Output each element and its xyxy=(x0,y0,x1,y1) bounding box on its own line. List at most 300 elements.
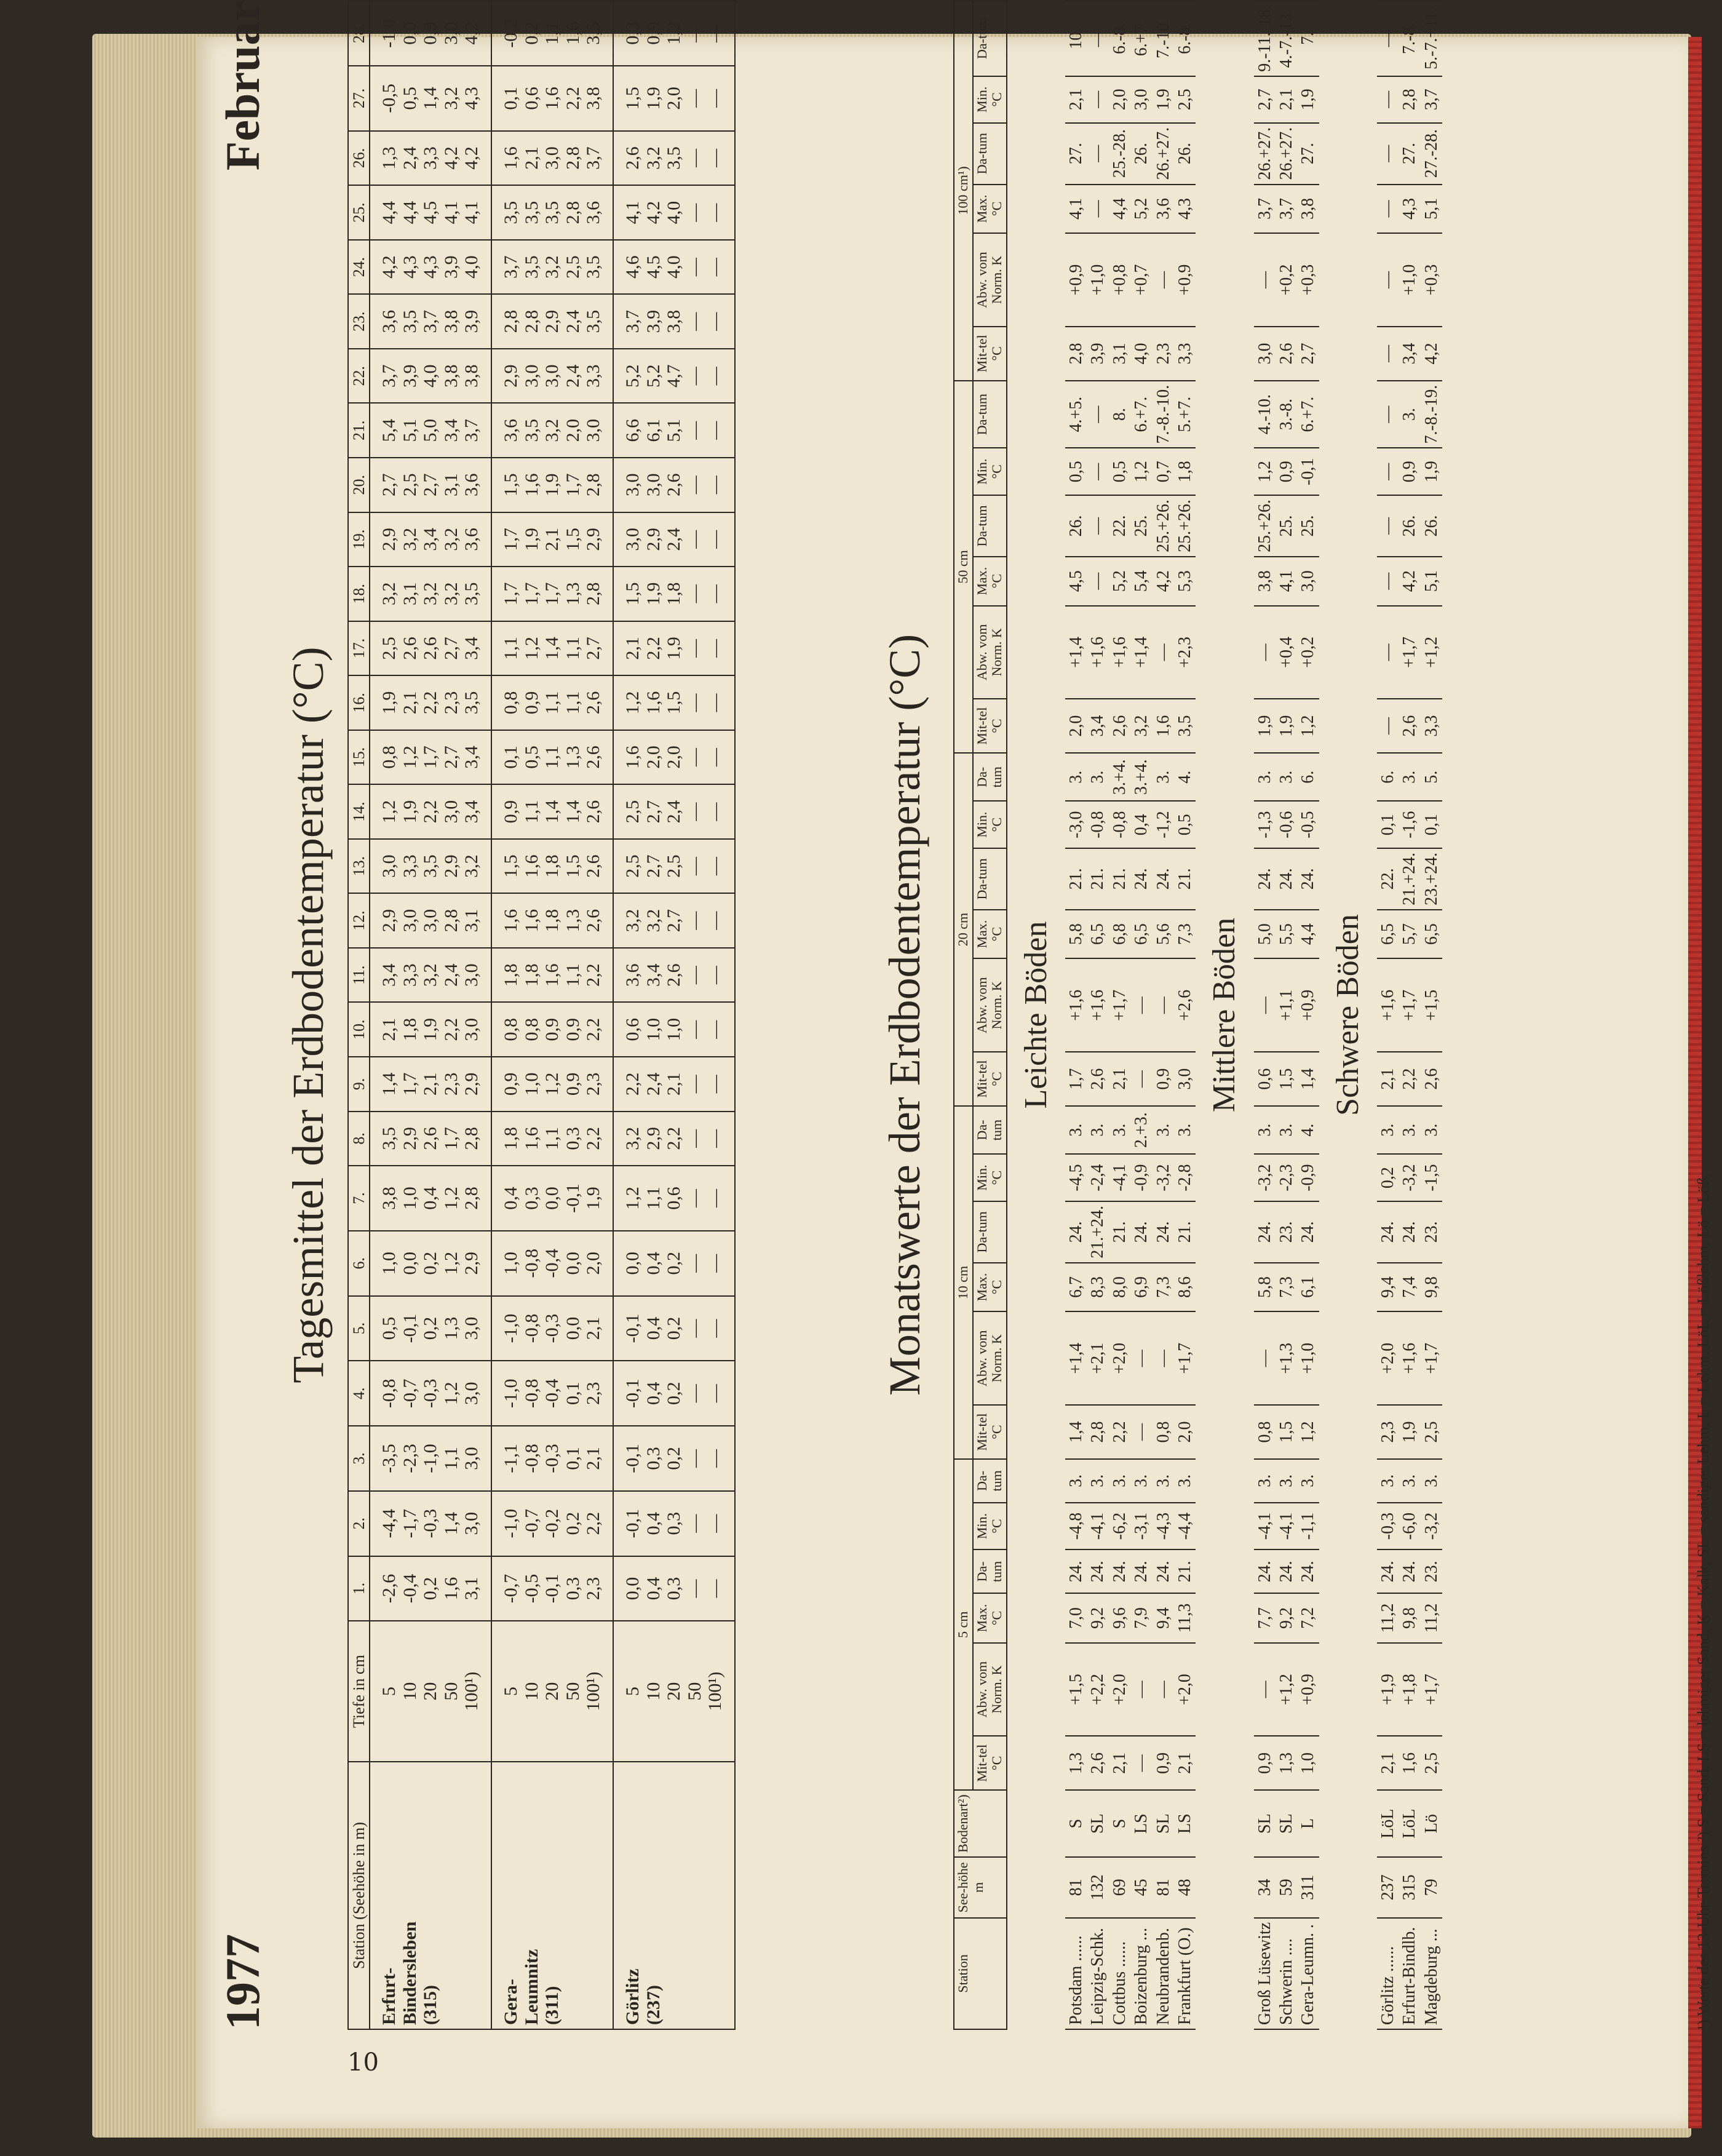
sub-header-2: Max. °C xyxy=(973,1263,1007,1312)
monthly-value-20: 5,2 xyxy=(1109,557,1130,606)
monthly-value-26: — xyxy=(1377,185,1399,234)
monthly-value-15: 24. xyxy=(1276,848,1297,910)
monthly-value-22: 0,9 xyxy=(1399,448,1420,495)
monthly-value-7: — xyxy=(1254,1311,1276,1405)
station-height: 48 xyxy=(1174,1857,1196,1918)
monthly-value-15: 24. xyxy=(1153,848,1174,910)
monthly-value-27: 26.+27. xyxy=(1276,123,1297,185)
monthly-value-5: 3. xyxy=(1109,1459,1130,1503)
monthly-value-21: 22. xyxy=(1109,495,1130,557)
monthly-value-18: 2,6 xyxy=(1109,699,1130,753)
sub-header-3: Da-tum xyxy=(973,495,1007,557)
monthly-value-1: +1,9 xyxy=(1377,1643,1399,1736)
monthly-value-3: 23. xyxy=(1421,1549,1442,1593)
daily-header-20: 19. xyxy=(348,512,370,567)
monthly-value-7: +1,3 xyxy=(1276,1311,1297,1405)
monthly-value-27: 26. xyxy=(1174,123,1196,185)
monthly-value-23: 4.-10. xyxy=(1254,381,1276,448)
monthly-value-4: -6,0 xyxy=(1399,1503,1420,1550)
daily-header-23: 22. xyxy=(348,349,370,404)
day-values-19: 2,9 3,2 3,4 3,2 3,6 xyxy=(370,512,491,567)
monthly-value-3: 24. xyxy=(1254,1549,1276,1593)
day-values-14: 0,9 1,1 1,4 1,4 2,6 xyxy=(491,784,613,839)
monthly-value-29: 10. xyxy=(1065,1,1087,76)
day-values-7: 3,8 1,0 0,4 1,2 2,8 xyxy=(370,1166,491,1231)
soil-type: SL xyxy=(1254,1790,1276,1857)
monthly-value-26: 3,8 xyxy=(1297,185,1319,234)
monthly-value-8: 6,9 xyxy=(1130,1263,1152,1312)
monthly-value-18: 3,3 xyxy=(1421,699,1442,753)
monthly-value-9: 24. xyxy=(1254,1201,1276,1263)
day-values-18: 3,2 3,1 3,2 3,2 3,5 xyxy=(370,567,491,621)
monthly-value-13: +1,7 xyxy=(1109,958,1130,1052)
monthly-value-20: 4,1 xyxy=(1276,557,1297,606)
monthly-value-7: +1,0 xyxy=(1297,1311,1319,1405)
station-height: 79 xyxy=(1421,1857,1442,1918)
monthly-station-row xyxy=(1087,1,1108,2029)
soil-section-title-row xyxy=(1196,1,1253,2029)
monthly-value-13: +1,6 xyxy=(1065,958,1087,1052)
sub-header-1: Abw. vom Norm. K xyxy=(973,606,1007,699)
monthly-value-1: +1,5 xyxy=(1065,1643,1087,1736)
monthly-value-5: 3. xyxy=(1153,1459,1174,1503)
monthly-value-28: 2,8 xyxy=(1399,76,1420,123)
day-values-14: 1,2 1,9 2,2 3,0 3,4 xyxy=(370,784,491,839)
monthly-value-7: — xyxy=(1153,1311,1174,1405)
monthly-value-28: 2,1 xyxy=(1065,76,1087,123)
monthly-value-12: 1,7 xyxy=(1065,1052,1087,1106)
day-values-16: 1,9 2,1 2,2 2,3 3,5 xyxy=(370,675,491,730)
monthly-value-10: -4,5 xyxy=(1065,1154,1087,1201)
monthly-value-2: 9,2 xyxy=(1087,1593,1108,1642)
day-values-13: 1,5 1,6 1,8 1,5 2,6 xyxy=(491,839,613,894)
monthly-value-0: — xyxy=(1130,1736,1152,1790)
station-name: Gera- Leumnitz (311) xyxy=(491,1762,613,2029)
monthly-value-6: 2,0 xyxy=(1174,1405,1196,1459)
station-name: Potsdam ...... xyxy=(1065,1918,1087,2029)
sub-header-4: Min. °C xyxy=(973,801,1007,848)
day-values-11: 3,4 3,3 3,2 2,4 3,0 xyxy=(370,948,491,1003)
station-height: 59 xyxy=(1276,1857,1297,1918)
monthly-station-row xyxy=(1377,1,1399,2029)
day-values-3: -1,1 -0,8 -0,3 0,1 2,1 xyxy=(491,1426,613,1491)
monthly-value-17: 3. xyxy=(1065,753,1087,801)
day-values-8: 1,8 1,6 1,1 0,3 2,2 xyxy=(491,1112,613,1166)
monthly-value-19: — xyxy=(1153,606,1174,699)
monthly-value-29: 7.-10. xyxy=(1153,1,1174,76)
monthly-value-7: +2,0 xyxy=(1109,1311,1130,1405)
monthly-value-13: — xyxy=(1153,958,1174,1052)
sub-header-4: Min. °C xyxy=(973,1154,1007,1201)
monthly-station-row xyxy=(1065,1,1087,2029)
daily-header-22: 21. xyxy=(348,403,370,458)
day-values-5: 0,5 -0,1 0,2 1,3 3,0 xyxy=(370,1296,491,1361)
monthly-value-22: 1,9 xyxy=(1421,448,1442,495)
soil-type: L xyxy=(1297,1790,1319,1857)
monthly-value-13: +0,9 xyxy=(1297,958,1319,1052)
day-values-9: 0,9 1,0 1,2 0,9 2,3 xyxy=(491,1057,613,1112)
day-values-20: 3,0 3,0 2,6 — — xyxy=(613,458,735,512)
day-values-19: 1,7 1,9 2,1 1,5 2,9 xyxy=(491,512,613,567)
day-values-12: 3,2 3,2 2,7 — — xyxy=(613,893,735,948)
day-values-25: 3,5 3,5 3,5 2,8 3,6 xyxy=(491,185,613,240)
monthly-station-row xyxy=(1153,1,1174,2029)
monthly-station-row xyxy=(1109,1,1130,2029)
monthly-value-18: 2,0 xyxy=(1065,699,1087,753)
monthly-value-18: 1,2 xyxy=(1297,699,1319,753)
monthly-value-14: 7,3 xyxy=(1174,910,1196,959)
monthly-value-13: +1,7 xyxy=(1399,958,1420,1052)
depth-group-4: 100 cm¹) xyxy=(954,1,973,381)
monthly-value-1: — xyxy=(1153,1643,1174,1736)
depth-group-3: 50 cm xyxy=(954,381,973,753)
monthly-value-8: 7,3 xyxy=(1153,1263,1174,1312)
monthly-value-22: 0,7 xyxy=(1153,448,1174,495)
soil-type: S xyxy=(1109,1790,1130,1857)
monthly-value-2: 7,2 xyxy=(1297,1593,1319,1642)
station-name: Boizenburg ... xyxy=(1130,1918,1152,2029)
monthly-value-0: 1,3 xyxy=(1065,1736,1087,1790)
daily-station-row xyxy=(370,1,491,2029)
monthly-value-25: +0,8 xyxy=(1109,233,1130,327)
monthly-value-27: 26.+27. xyxy=(1254,123,1276,185)
sub-header-4: Min. °C xyxy=(973,1503,1007,1550)
sub-header-5: Da-tum xyxy=(973,753,1007,801)
monthly-value-25: — xyxy=(1153,233,1174,327)
daily-header-1: Tiefe in cm xyxy=(348,1621,370,1762)
day-values-28: -0,2 0,2 1,1 1,6 3,5 xyxy=(491,1,613,66)
monthly-value-0: 1,3 xyxy=(1276,1736,1297,1790)
monthly-value-28: 3,7 xyxy=(1421,76,1442,123)
monthly-value-27: 27. xyxy=(1065,123,1087,185)
monthly-value-1: +1,7 xyxy=(1421,1643,1442,1736)
day-values-2: -0,1 0,4 0,3 — — xyxy=(613,1491,735,1556)
day-values-23: 3,7 3,9 3,8 — — xyxy=(613,294,735,349)
station-name: Erfurt- Bindersleben (315) xyxy=(370,1762,491,2029)
monthly-value-15: 21. xyxy=(1109,848,1130,910)
day-values-21: 5,4 5,1 5,0 3,4 3,7 xyxy=(370,403,491,458)
monthly-value-22: — xyxy=(1377,448,1399,495)
monthly-station-row xyxy=(1276,1,1297,2029)
monthly-value-26: 4,3 xyxy=(1399,185,1420,234)
monthly-value-1: +2,0 xyxy=(1174,1643,1196,1736)
monthly-value-16: -1,6 xyxy=(1399,801,1420,848)
monthly-value-15: 24. xyxy=(1297,848,1319,910)
day-values-16: 0,8 0,9 1,1 1,1 2,6 xyxy=(491,675,613,730)
monthly-value-17: 3. xyxy=(1087,753,1108,801)
soil-type: LS xyxy=(1174,1790,1196,1857)
day-values-19: 3,0 2,9 2,4 — — xyxy=(613,512,735,567)
monthly-value-6: 1,4 xyxy=(1065,1405,1087,1459)
monthly-value-29: — xyxy=(1087,1,1108,76)
monthly-value-5: 3. xyxy=(1254,1459,1276,1503)
monthly-value-15: 22. xyxy=(1377,848,1399,910)
monthly-value-24: 4,0 xyxy=(1130,327,1152,381)
sub-header-5: Da-tum xyxy=(973,1,1007,76)
daily-header-0: Station (Seehöhe in m) xyxy=(348,1762,370,2029)
monthly-value-6: — xyxy=(1130,1405,1152,1459)
monthly-value-12: — xyxy=(1130,1052,1152,1106)
monthly-table-header-columns xyxy=(973,1,1007,2029)
monthly-value-20: 5,4 xyxy=(1130,557,1152,606)
monthly-value-1: — xyxy=(1130,1643,1152,1736)
monthly-value-3: 24. xyxy=(1153,1549,1174,1593)
monthly-value-2: 9,2 xyxy=(1276,1593,1297,1642)
monthly-station-row xyxy=(1421,1,1442,2029)
day-values-17: 1,1 1,2 1,4 1,1 2,7 xyxy=(491,621,613,676)
soil-section-title: Leichte Böden xyxy=(1018,921,1053,1109)
monthly-value-4: -3,1 xyxy=(1130,1503,1152,1550)
monthly-value-23: — xyxy=(1377,381,1399,448)
station-height: 315 xyxy=(1399,1857,1420,1918)
day-values-9: 1,4 1,7 2,1 2,3 2,9 xyxy=(370,1057,491,1112)
monthly-value-4: -1,1 xyxy=(1297,1503,1319,1550)
soil-type: LöL xyxy=(1377,1790,1399,1857)
monthly-value-0: 2,6 xyxy=(1087,1736,1108,1790)
monthly-value-21: 26. xyxy=(1421,495,1442,557)
monthly-header-station: Station xyxy=(954,1918,1007,2029)
monthly-value-20: 4,5 xyxy=(1065,557,1087,606)
monthly-value-0: 2,1 xyxy=(1174,1736,1196,1790)
monthly-value-19: +1,4 xyxy=(1065,606,1087,699)
monthly-value-29: 6.-8. xyxy=(1109,1,1130,76)
daily-header-27: 26. xyxy=(348,131,370,186)
monthly-value-24: 4,2 xyxy=(1421,327,1442,381)
day-values-28: 0,3 0,9 1,2 — — xyxy=(613,1,735,66)
monthly-value-10: -2,3 xyxy=(1276,1154,1297,1201)
monthly-value-16: -0,5 xyxy=(1297,801,1319,848)
daily-header-29: 28. xyxy=(348,1,370,66)
monthly-value-26: 4,3 xyxy=(1174,185,1196,234)
day-values-18: 1,5 1,9 1,8 — — xyxy=(613,567,735,621)
monthly-value-12: 0,6 xyxy=(1254,1052,1276,1106)
monthly-value-3: 24. xyxy=(1087,1549,1108,1593)
monthly-value-8: 8,3 xyxy=(1087,1263,1108,1312)
monthly-value-18: 1,9 xyxy=(1254,699,1276,753)
day-values-27: 0,1 0,6 1,6 2,2 3,8 xyxy=(491,66,613,131)
monthly-value-22: 0,5 xyxy=(1109,448,1130,495)
monthly-value-25: +0,9 xyxy=(1174,233,1196,327)
monthly-value-11: 3. xyxy=(1377,1106,1399,1154)
daily-header-12: 11. xyxy=(348,948,370,1003)
day-values-16: 1,2 1,6 1,5 — — xyxy=(613,675,735,730)
station-name: Görlitz ...... xyxy=(1377,1918,1399,2029)
monthly-value-29: 4.-7.-13. xyxy=(1276,1,1297,76)
monthly-value-2: 9,6 xyxy=(1109,1593,1130,1642)
monthly-value-24: 3,3 xyxy=(1174,327,1196,381)
day-values-5: -1,0 -0,8 -0,3 0,0 2,1 xyxy=(491,1296,613,1361)
monthly-value-19: +1,6 xyxy=(1109,606,1130,699)
day-values-20: 1,5 1,6 1,9 1,7 2,8 xyxy=(491,458,613,512)
monthly-value-26: 4,1 xyxy=(1065,185,1087,234)
sub-header-0: Mit-tel °C xyxy=(973,327,1007,381)
station-height: 237 xyxy=(1377,1857,1399,1918)
monthly-value-17: 3. xyxy=(1276,753,1297,801)
daily-header-7: 6. xyxy=(348,1231,370,1296)
monthly-value-24: 3,9 xyxy=(1087,327,1108,381)
day-values-26: 1,3 2,4 3,3 4,2 4,2 xyxy=(370,131,491,186)
monthly-value-26: 5,1 xyxy=(1421,185,1442,234)
monthly-value-6: 1,2 xyxy=(1297,1405,1319,1459)
monthly-value-16: -1,3 xyxy=(1254,801,1276,848)
monthly-value-12: 2,1 xyxy=(1377,1052,1399,1106)
daily-header-9: 8. xyxy=(348,1112,370,1166)
year-label: 1977 xyxy=(216,1934,269,2030)
monthly-value-5: 3. xyxy=(1421,1459,1442,1503)
monthly-value-1: — xyxy=(1254,1643,1276,1736)
monthly-value-9: 24. xyxy=(1153,1201,1174,1263)
monthly-value-26: 4,4 xyxy=(1109,185,1130,234)
monthly-value-16: -1,2 xyxy=(1153,801,1174,848)
daily-station-row xyxy=(491,1,613,2029)
monthly-value-15: 21. xyxy=(1065,848,1087,910)
monthly-value-12: 2,2 xyxy=(1399,1052,1420,1106)
monthly-table-header-depths xyxy=(954,1,973,2029)
monthly-value-22: 0,9 xyxy=(1276,448,1297,495)
daily-header-19: 18. xyxy=(348,567,370,621)
monthly-value-11: 3. xyxy=(1087,1106,1108,1154)
monthly-value-17: 3. xyxy=(1153,753,1174,801)
monthly-value-28: 3,0 xyxy=(1130,76,1152,123)
monthly-value-12: 1,5 xyxy=(1276,1052,1297,1106)
sub-header-0: Mit-tel °C xyxy=(973,1052,1007,1106)
monthly-value-9: 24. xyxy=(1130,1201,1152,1263)
monthly-value-14: 6,5 xyxy=(1421,910,1442,959)
monthly-value-10: -0,9 xyxy=(1130,1154,1152,1201)
monthly-value-20: 4,2 xyxy=(1399,557,1420,606)
monthly-value-29: 5.-7.+11. xyxy=(1421,1,1442,76)
depth-group-1: 10 cm xyxy=(954,1106,973,1459)
sub-header-2: Max. °C xyxy=(973,910,1007,959)
monthly-value-27: 27. xyxy=(1399,123,1420,185)
monthly-value-8: 7,3 xyxy=(1276,1263,1297,1312)
day-values-27: -0,5 0,5 1,4 3,2 4,3 xyxy=(370,66,491,131)
monthly-value-2: 9,8 xyxy=(1399,1593,1420,1642)
monthly-value-22: -0,1 xyxy=(1297,448,1319,495)
day-values-10: 0,8 0,8 0,9 0,9 2,2 xyxy=(491,1002,613,1057)
monthly-value-19: — xyxy=(1254,606,1276,699)
monthly-value-8: 5,8 xyxy=(1254,1263,1276,1312)
monthly-value-21: — xyxy=(1087,495,1108,557)
monthly-value-5: 3. xyxy=(1297,1459,1319,1503)
monthly-value-13: +1,6 xyxy=(1377,958,1399,1052)
monthly-value-8: 7,4 xyxy=(1399,1263,1420,1312)
monthly-value-4: -0,3 xyxy=(1377,1503,1399,1550)
station-name: Magdeburg ... xyxy=(1421,1918,1442,2029)
monthly-value-22: 1,2 xyxy=(1130,448,1152,495)
monthly-value-21: 25. xyxy=(1130,495,1152,557)
monthly-value-0: 1,0 xyxy=(1297,1736,1319,1790)
monthly-value-10: -0,9 xyxy=(1297,1154,1319,1201)
monthly-value-3: 24. xyxy=(1109,1549,1130,1593)
monthly-value-17: 5. xyxy=(1421,753,1442,801)
monthly-value-9: 24. xyxy=(1399,1201,1420,1263)
day-values-1: -2,6 -0,4 0,2 1,6 3,1 xyxy=(370,1556,491,1621)
day-values-11: 1,8 1,8 1,6 1,1 2,2 xyxy=(491,948,613,1003)
monthly-value-23: 6.+7. xyxy=(1130,381,1152,448)
soil-type: LS xyxy=(1130,1790,1152,1857)
monthly-value-3: 21. xyxy=(1174,1549,1196,1593)
monthly-value-29: 7.-8. xyxy=(1399,1,1420,76)
day-values-13: 2,5 2,7 2,5 — — xyxy=(613,839,735,894)
monthly-value-20: 5,1 xyxy=(1421,557,1442,606)
monthly-value-24: — xyxy=(1377,327,1399,381)
soil-type: SL xyxy=(1276,1790,1297,1857)
station-name: Gera-Leumn. . xyxy=(1297,1918,1319,2029)
monthly-value-15: 21. xyxy=(1174,848,1196,910)
monthly-value-7: +1,7 xyxy=(1421,1311,1442,1405)
monthly-value-23: 8. xyxy=(1109,381,1130,448)
day-values-7: 0,4 0,3 0,0 -0,1 1,9 xyxy=(491,1166,613,1231)
monthly-value-13: +1,6 xyxy=(1087,958,1108,1052)
monthly-value-7: +2,0 xyxy=(1377,1311,1399,1405)
monthly-value-21: — xyxy=(1377,495,1399,557)
sub-header-3: Da-tum xyxy=(973,848,1007,910)
day-values-17: 2,1 2,2 1,9 — — xyxy=(613,621,735,676)
daily-table-title: Tagesmittel der Erdbodentemperatur (°C) xyxy=(284,646,333,1383)
page-number: 10 xyxy=(347,2048,379,2077)
daily-header-6: 5. xyxy=(348,1296,370,1361)
day-values-10: 0,6 1,0 1,0 — — xyxy=(613,1002,735,1057)
monthly-value-4: -4,3 xyxy=(1153,1503,1174,1550)
station-name: Groß Lüsewitz xyxy=(1254,1918,1276,2029)
monthly-value-17: 4. xyxy=(1174,753,1196,801)
daily-header-10: 9. xyxy=(348,1057,370,1112)
monthly-value-27: — xyxy=(1087,123,1108,185)
monthly-value-0: 2,1 xyxy=(1109,1736,1130,1790)
monthly-value-14: 4,4 xyxy=(1297,910,1319,959)
monthly-value-21: 26. xyxy=(1065,495,1087,557)
monthly-value-0: 0,9 xyxy=(1254,1736,1276,1790)
monthly-value-20: — xyxy=(1087,557,1108,606)
monthly-value-20: 3,0 xyxy=(1297,557,1319,606)
day-values-5: -0,1 0,4 0,2 — — xyxy=(613,1296,735,1361)
monthly-value-24: 3,0 xyxy=(1254,327,1276,381)
sub-header-2: Max. °C xyxy=(973,557,1007,606)
monthly-value-26: 3,7 xyxy=(1254,185,1276,234)
monthly-value-18: 1,6 xyxy=(1153,699,1174,753)
monthly-value-28: 2,1 xyxy=(1276,76,1297,123)
day-values-2: -4,4 -1,7 -0,3 1,4 3,0 xyxy=(370,1491,491,1556)
monthly-station-row xyxy=(1297,1,1319,2029)
station-height: 81 xyxy=(1153,1857,1174,1918)
station-name: Neubrandenb. xyxy=(1153,1918,1174,2029)
sub-header-3: Da-tum xyxy=(973,1201,1007,1263)
station-height: 34 xyxy=(1254,1857,1276,1918)
monthly-value-13: +1,1 xyxy=(1276,958,1297,1052)
sub-header-3: Da-tum xyxy=(973,123,1007,185)
monthly-value-19: +1,2 xyxy=(1421,606,1442,699)
monthly-value-21: 25.+26. xyxy=(1153,495,1174,557)
monthly-value-11: 3. xyxy=(1065,1106,1087,1154)
monthly-value-27: 25.-28. xyxy=(1109,123,1130,185)
monthly-value-11: 3. xyxy=(1153,1106,1174,1154)
monthly-value-7: +1,7 xyxy=(1174,1311,1196,1405)
daily-station-row xyxy=(613,1,735,2029)
day-values-15: 0,8 1,2 1,7 2,7 3,4 xyxy=(370,730,491,785)
day-values-14: 2,5 2,7 2,4 — — xyxy=(613,784,735,839)
monthly-value-4: -4,4 xyxy=(1174,1503,1196,1550)
station-name: Leipzig-Schk. xyxy=(1087,1918,1108,2029)
monthly-value-17: 6. xyxy=(1377,753,1399,801)
monthly-value-12: 2,6 xyxy=(1087,1052,1108,1106)
monthly-value-14: 6,5 xyxy=(1130,910,1152,959)
station-height: 132 xyxy=(1087,1857,1108,1918)
monthly-value-19: +1,4 xyxy=(1130,606,1152,699)
day-values-6: 0,0 0,4 0,2 — — xyxy=(613,1231,735,1296)
station-name: Frankfurt (O.) xyxy=(1174,1918,1196,2029)
monthly-value-15: 21. xyxy=(1087,848,1108,910)
